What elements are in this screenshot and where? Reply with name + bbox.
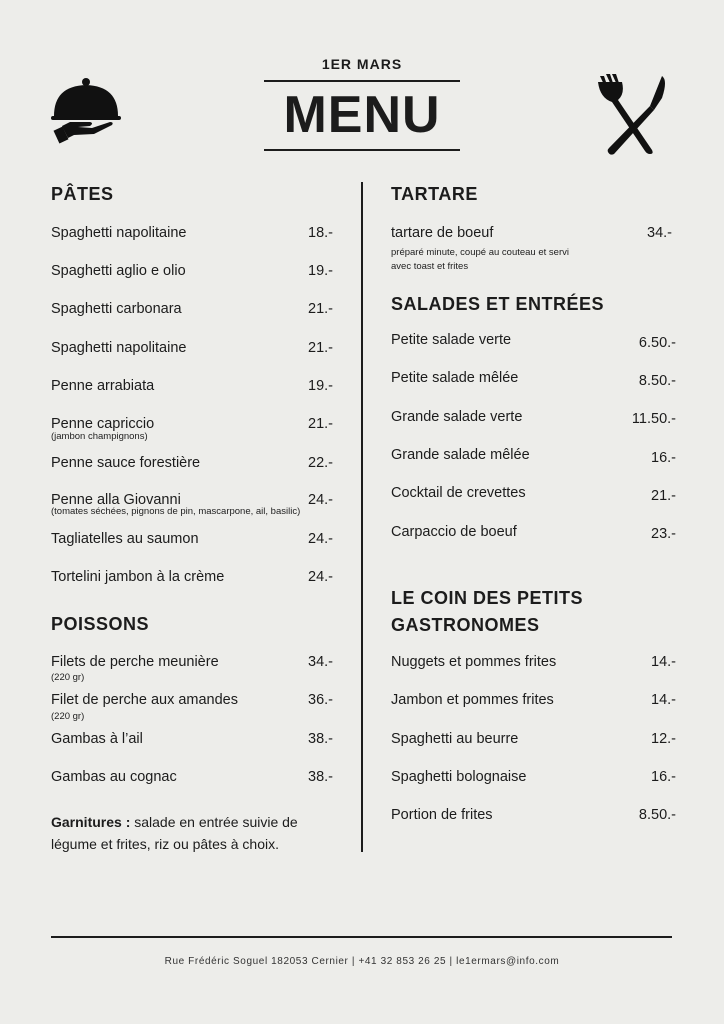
dish-price: 21.-	[651, 488, 676, 504]
dish-price: 24.-	[308, 569, 333, 585]
dish-price: 14.-	[651, 692, 676, 708]
dish-price: 34.-	[647, 225, 672, 241]
dish-name: Portion de frites	[391, 807, 493, 823]
dish-name: Tortelini jambon à la crème	[51, 569, 225, 585]
dish-name: Spaghetti napolitaine	[51, 340, 187, 356]
dish-price: 16.-	[651, 450, 676, 466]
dish-price: 38.-	[308, 731, 333, 747]
section-heading-salades: SALADES ET ENTRÉES	[391, 294, 605, 314]
dish-name: Gambas à l’ail	[51, 731, 143, 747]
dish-name: Penne alla Giovanni	[51, 492, 181, 508]
dish-note: (tomates séchées, pignons de pin, mascarpone, ail, basilic)	[51, 506, 301, 517]
dish-price: 36.-	[308, 692, 333, 708]
dish-name: Penne sauce forestière	[51, 455, 201, 471]
section-heading-pates: PÂTES	[51, 184, 114, 204]
dish-price: 22.-	[308, 455, 333, 471]
dish-price: 8.50.-	[638, 807, 676, 823]
dish-price: 21.-	[308, 301, 333, 317]
dish-price: 19.-	[308, 263, 333, 279]
dish-price: 19.-	[308, 378, 333, 394]
dish-note: (220 gr)	[51, 672, 85, 683]
column-divider	[361, 182, 363, 852]
dish-note: (220 gr)	[51, 711, 85, 722]
page-title: MENU	[283, 86, 441, 144]
dish-name: Tagliatelles au saumon	[51, 531, 199, 547]
dish-name: Grande salade mêlée	[391, 447, 530, 463]
dish-price: 18.-	[308, 225, 333, 241]
dish-name: Spaghetti bolognaise	[391, 769, 527, 785]
cloche-icon	[50, 76, 124, 150]
dish-name: Spaghetti au beurre	[391, 731, 519, 747]
garnitures-note	[51, 811, 341, 855]
dish-name: Filet de perche aux amandes	[51, 692, 238, 708]
dish-name: Spaghetti napolitaine	[51, 225, 187, 241]
dish-name: Penne capriccio	[51, 416, 155, 432]
dish-price: 11.50.-	[631, 411, 676, 427]
section-heading-poissons: POISSONS	[51, 614, 150, 634]
dish-name: Jambon et pommes frites	[391, 692, 554, 708]
dish-name: Grande salade verte	[391, 409, 523, 425]
fork-knife-icon	[592, 72, 668, 156]
dish-name: Cocktail de crevettes	[391, 485, 526, 501]
dish-price: 24.-	[308, 492, 333, 508]
dish-name: tartare de boeuf	[391, 225, 494, 241]
dish-name: Petite salade mêlée	[391, 370, 519, 386]
dish-price: 8.50.-	[638, 373, 676, 389]
dish-name: Gambas au cognac	[51, 769, 177, 785]
section-heading-petits-line1: LE COIN DES PETITS	[391, 588, 584, 608]
dish-note: (jambon champignons)	[51, 431, 148, 442]
dish-price: 34.-	[308, 654, 333, 670]
dish-price: 6.50.-	[638, 335, 676, 351]
garnitures-text: salade en entrée suivie de légume et frites, riz ou pâtes à choix.	[51, 814, 298, 852]
dish-name: Penne arrabiata	[51, 378, 155, 394]
section-heading-petits-line2: GASTRONOMES	[391, 615, 540, 635]
dish-price: 21.-	[308, 340, 333, 356]
header-bottom-rule	[264, 149, 460, 151]
dish-price: 12.-	[651, 731, 676, 747]
dish-name: Nuggets et pommes frites	[391, 654, 557, 670]
dish-name: Petite salade verte	[391, 332, 512, 348]
footer-rule	[51, 936, 672, 938]
header-top-rule	[264, 80, 460, 82]
dish-price: 24.-	[308, 531, 333, 547]
dish-name: Carpaccio de boeuf	[391, 524, 517, 540]
dish-name: Spaghetti aglio e olio	[51, 263, 186, 279]
dish-price: 16.-	[651, 769, 676, 785]
dish-price: 21.-	[308, 416, 333, 432]
section-heading-tartare: TARTARE	[391, 184, 478, 204]
dish-price: 14.-	[651, 654, 676, 670]
dish-name: Filets de perche meunière	[51, 654, 219, 670]
dish-price: 38.-	[308, 769, 333, 785]
garnitures-label: Garnitures :	[51, 814, 131, 830]
dish-price: 23.-	[651, 526, 676, 542]
dish-name: Spaghetti carbonara	[51, 301, 182, 317]
dish-description: préparé minute, coupé au couteau et servi avec toast et frites	[391, 247, 569, 272]
footer-contact: Rue Frédéric Soguel 182053 Cernier | +41 32 853 26 25 | le1ermars@info.com	[164, 956, 560, 967]
menu-subtitle: 1ER MARS	[321, 56, 403, 72]
